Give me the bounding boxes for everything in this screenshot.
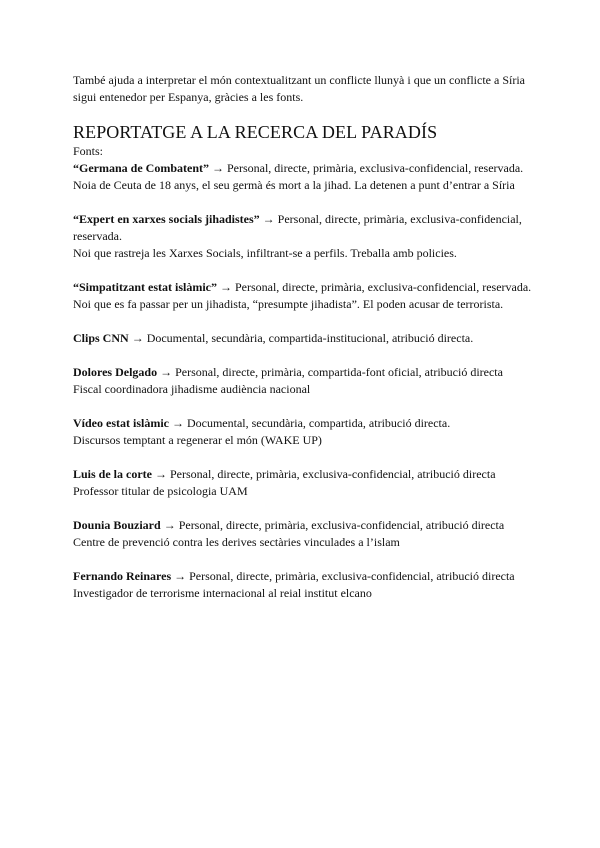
source-entry xyxy=(73,466,543,500)
source-line xyxy=(73,568,543,585)
source-name: Dolores Delgado xyxy=(73,365,158,379)
source-name: Luis de la corte xyxy=(73,467,152,481)
source-entry xyxy=(73,517,543,551)
source-line xyxy=(73,466,543,483)
source-classification: → Documental, secundària, compartida-institucional, atribució directa. xyxy=(128,331,474,345)
source-description: Investigador de terrorisme internacional al reial institut elcano xyxy=(73,586,372,600)
source-line xyxy=(73,211,543,245)
source-line xyxy=(73,279,543,296)
source-description: Fiscal coordinadora jihadisme audiència nacional xyxy=(73,382,311,396)
source-description: Discursos temptant a regenerar el món (WAKE UP) xyxy=(73,433,322,447)
source-classification: → Personal, directe, primària, exclusiva-confidencial, atribució directa xyxy=(152,467,496,481)
source-entry xyxy=(73,279,543,313)
source-line xyxy=(73,517,543,534)
section-heading: REPORTATGE A LA RECERCA DEL PARADÍS xyxy=(73,122,438,142)
source-name: Fernando Reinares xyxy=(73,569,172,583)
source-name: Dounia Bouziard xyxy=(73,518,161,532)
source-name: Clips CNN xyxy=(73,331,129,345)
source-classification: → Personal, directe, primària, exclusiva-confidencial, atribució directa xyxy=(160,518,505,532)
source-line xyxy=(73,415,543,432)
source-classification: → Personal, directe, primària, exclusiva-confidencial, reservada. xyxy=(216,280,532,294)
source-description: Noi que rastreja les Xarxes Socials, infiltrant-se a perfils. Treballa amb policies. xyxy=(73,246,457,260)
fonts-label: Fonts: xyxy=(73,144,104,158)
source-entry xyxy=(73,415,543,449)
intro-paragraph: També ajuda a interpretar el món contextualitzant un conflicte llunyà i que un conflicte a Síria sigui entenedor per Espanya, gràcies a les fonts. xyxy=(73,73,525,104)
source-entry xyxy=(73,330,543,347)
source-description: Noia de Ceuta de 18 anys, el seu germà és mort a la jihad. La detenen a punt d’entrar a Síria xyxy=(73,178,515,192)
source-description: Professor titular de psicologia UAM xyxy=(73,484,248,498)
source-line xyxy=(73,330,543,347)
source-name: “Expert en xarxes socials jihadistes” xyxy=(73,212,260,226)
source-classification: → Documental, secundària, compartida, atribució directa. xyxy=(168,416,451,430)
source-line xyxy=(73,364,543,381)
source-classification: → Personal, directe, primària, exclusiva-confidencial, reservada. xyxy=(73,212,522,243)
source-description: Noi que es fa passar per un jihadista, “presumpte jihadista”. El poden acusar de terrorista. xyxy=(73,297,504,311)
source-entry xyxy=(73,160,543,194)
source-description: Centre de prevenció contra les derives sectàries vinculades a l’islam xyxy=(73,535,400,549)
source-classification: → Personal, directe, primària, compartida-font oficial, atribució directa xyxy=(157,365,503,379)
source-name: “Germana de Combatent” xyxy=(73,161,209,175)
source-classification: → Personal, directe, primària, exclusiva-confidencial, reservada. xyxy=(208,161,524,175)
source-line xyxy=(73,160,543,177)
source-entry xyxy=(73,211,543,262)
source-entry xyxy=(73,364,543,398)
source-classification: → Personal, directe, primària, exclusiva-confidencial, atribució directa xyxy=(171,569,515,583)
source-entry xyxy=(73,568,543,602)
document-body xyxy=(73,72,543,619)
source-name: “Simpatitzant estat islàmic” xyxy=(73,280,217,294)
source-name: Vídeo estat islàmic xyxy=(73,416,169,430)
